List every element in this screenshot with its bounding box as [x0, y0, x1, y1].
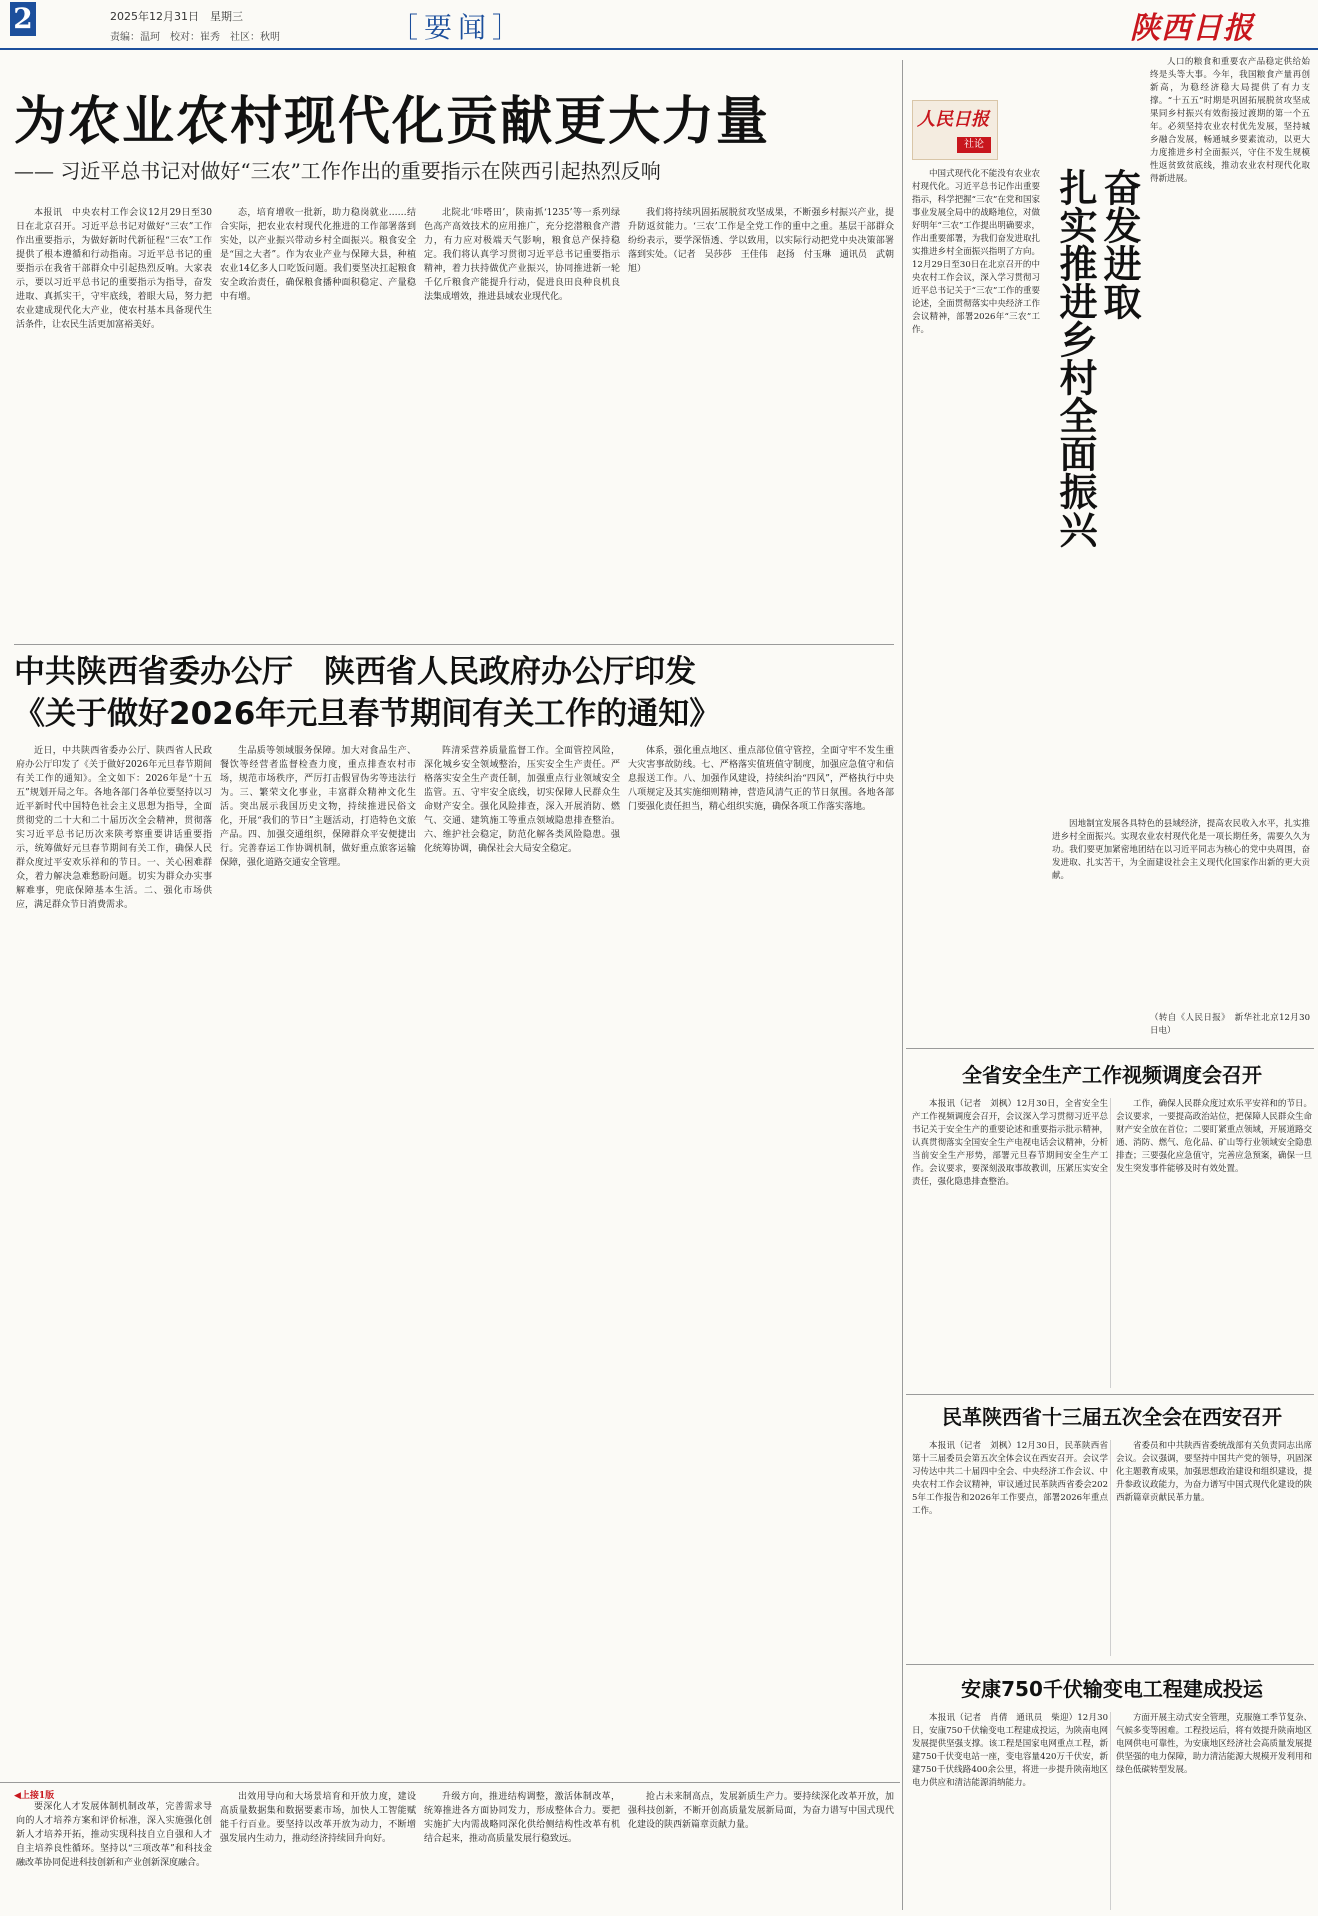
notice-headline-line1: 中共陕西省委办公厅 陕西省人民政府办公厅印发	[14, 654, 696, 690]
section-divider	[902, 60, 903, 1910]
safety-headline: 全省安全生产工作视频调度会召开	[962, 1063, 1262, 1087]
editorial-headline-1: 奋发进取	[1097, 168, 1141, 320]
minge-column-2: 省委员和中共陕西省委统战部有关负责同志出席会议。会议强调，要坚持中国共产党的领导，巩固深化主题教育成果，加强思想政治建设和组织建设，提升参政议政能力，为奋力谱写中国式现代化建设的陕西新篇章贡献民革力量。	[1116, 1441, 1312, 1503]
minge-headline: 民革陕西省十三届五次全会在西安召开	[942, 1405, 1282, 1429]
lead-column-1: 本报讯 中央农村工作会议12月29日至30日在北京召开。习近平总书记对做好“三农”工作作出重要指示，为做好新时代新征程“三农”工作提供了根本遵循和行动指南。习近平总书记的重要指示在我省干部群众中引起热烈反响。大家表示，要以习近平总书记的重要指示为指导，奋发进取、真抓实干，守牢底线，着眼大局，努力把农业建成现代化大产业，使农村基本具备现代生活条件，让农民生活更加富裕美好。	[16, 208, 212, 330]
editorial-tag: 社论	[957, 137, 991, 153]
ankang-gutter	[1110, 1712, 1111, 1910]
header-divider	[0, 48, 1318, 50]
lead-subtitle: —— 习近平总书记对做好“三农”工作作出的重要指示在陕西引起热烈反响	[14, 159, 661, 183]
safety-column-2: 工作，确保人民群众度过欢乐平安祥和的节日。会议要求，一要提高政治站位，把保障人民群众生命财产安全放在首位；二要盯紧重点领域，开展道路交通、消防、燃气、危化品、矿山等行业领域安全隐患排查；三要强化应急值守，完善应急预案，确保一旦发生突发事件能够及时有效处置。	[1116, 1099, 1312, 1174]
ankang-headline: 安康750千伏输变电工程建成投运	[961, 1677, 1263, 1701]
editorial-column-2: 人口的粮食和重要农产品稳定供给始终是头等大事。今年，我国粮食产量再创新高，为稳经济稳大局提供了有力支撑。“十五五”时期是巩固拓展脱贫攻坚成果同乡村振兴有效衔接过渡期的第一个五年。必须坚持农业农村优先发展，坚持城乡融合发展，畅通城乡要素流动，以更大力度推进乡村全面振兴，守住不发生规模性返贫致贫底线，推动农业农村现代化取得新进展。	[1150, 57, 1310, 184]
notice-headline-line2: 《关于做好2026年元旦春节期间有关工作的通知》	[14, 696, 721, 732]
minge-bottom-rule	[906, 1664, 1314, 1665]
ankang-column-2: 方面开展主动式安全管理，克服施工季节复杂、气候多变等困难。工程投运后，将有效提升陕南地区电网供电可靠性，为安康地区经济社会高质量发展提供坚强的电力保障，助力清洁能源大规模开发利用和绿色低碳转型发展。	[1116, 1713, 1312, 1775]
notice-bottom-rule	[0, 1782, 900, 1783]
minge-column-1: 本报讯（记者 刘枫）12月30日，民革陕西省第十三届委员会第五次全体会议在西安召开。会议学习传达中共二十届四中全会、中央经济工作会议、中央农村工作会议精神，审议通过民革陕西省委会2025年工作报告和2026年工作要点，部署2026年重点工作。	[912, 1441, 1108, 1516]
issue-date: 2025年12月31日 星期三	[110, 10, 243, 23]
editorial-headline-2: 扎实推进乡村全面振兴	[1053, 168, 1097, 548]
ankang-column-1: 本报讯（记者 肖倩 通讯员 柴迎）12月30日，安康750千伏输变电工程建成投运，为陕南电网发展提供坚强支撑。该工程是国家电网重点工程，新建750千伏变电站一座，变电容量420万千伏安，新建750千伏线路400余公里，将进一步提升陕南地区电力供应和清洁能源消纳能力。	[912, 1713, 1108, 1788]
safety-bottom-rule	[906, 1394, 1314, 1395]
jump-column-1: 要深化人才发展体制机制改革，完善需求导向的人才培养方案和评价标准，深入实施强化创新人才培养开拓，推动实现科技自立自强和人才自主培养良性循环。坚持以“三项改革”和科技金融改革协同促进科技创新和产业创新深度融合。	[16, 1802, 212, 1868]
jump-marker: ◀上接1版	[14, 1791, 55, 1801]
safety-column-1: 本报讯（记者 刘枫）12月30日，全省安全生产工作视频调度会召开，会议深入学习贯彻习近平总书记关于安全生产的重要论述和重要指示批示精神，认真贯彻落实全国安全生产电视电话会议精神，分析当前安全生产形势，部署元旦春节期间安全生产工作。会议要求，要深刻汲取事故教训，压紧压实安全责任，强化隐患排查整治。	[912, 1099, 1108, 1187]
editorial-logo-text: 人民日报	[917, 109, 989, 130]
editorial-credit: （转自《人民日报》 新华社北京12月30日电）	[1150, 1013, 1310, 1036]
lead-column-4: 我们将持续巩固拓展脱贫攻坚成果，不断强乡村振兴产业，提升防返贫能力。‘三农’工作是全党工作的重中之重。基层干部群众纷纷表示，要学深悟透、学以致用，以实际行动把党中央决策部署落到实处。（记者 吴莎莎 王佳伟 赵扬 付玉琳 通讯员 武朝旭）	[628, 208, 894, 274]
notice-column-1: 近日，中共陕西省委办公厅、陕西省人民政府办公厅印发了《关于做好2026年元旦春节期间有关工作的通知》。全文如下：2026年是“十五五”规划开局之年。各地各部门各单位要坚持以习近平新时代中国特色社会主义思想为指导，全面贯彻党的二十大和二十届历次全会精神，贯彻落实习近平总书记历次来陕考察重要讲话重要指示，统筹做好元旦春节期间有关工作，确保人民群众度过平安欢乐祥和的节日。一、关心困难群众，着力解决急难愁盼问题。切实为群众办实事解难事，兜底保障基本生活。二、强化市场供应，满足群众节日消费需求。	[16, 746, 212, 910]
lead-column-3: 北院北‘咔嗒田’，陕南抓‘1235’等一系列绿色高产高效技术的应用推广，充分挖潜粮食产潜力，有力应对极端天气影响，粮食总产保持稳定。我们将认真学习贯彻习近平总书记重要指示精神，着力扶持做优产业振兴，协同推进新一轮千亿斤粮食产能提升行动，促进良田良种良机良法集成增效，推进县域农业现代化。	[424, 208, 620, 302]
jump-column-4: 抢占未来制高点，发展新质生产力。要持续深化改革开放，加强科技创新，不断开创高质量发展新局面，为奋力谱写中国式现代化建设的陕西新篇章贡献力量。	[628, 1792, 894, 1830]
minge-gutter	[1110, 1440, 1111, 1656]
newspaper-logo: 陕西日报	[1130, 11, 1254, 46]
jump-column-2: 出效用导向和大场景培育和开放力度，建设高质量数据集和数据要素市场，加快人工智能赋能千行百业。要坚持以改革开放为动力，不断增强发展内生动力，推动经济持续回升向好。	[220, 1792, 416, 1844]
lead-column-2: 态，培育增收一批新，助力稳岗就业……结合实际，把农业农村现代化推进的工作部署落到实处，以产业振兴带动乡村全面振兴。粮食安全是“国之大者”。作为农业产业与保障大县，种植农业14亿多人口吃饭问题。我们要坚决扛起粮食安全政治责任，确保粮食播种面积稳定、产量稳中有增。	[220, 208, 416, 302]
jump-column-3: 升级方向，推进结构调整，激活体制改革，统筹推进各方面协同发力，形成整体合力。要把实施扩大内需战略同深化供给侧结构性改革有机结合起来，推动高质量发展行稳致远。	[424, 1792, 620, 1844]
notice-column-4: 体系，强化重点地区、重点部位值守管控，全面守牢不发生重大灾害事故防线。七、严格落实值班值守制度，加强应急值守和信息报送工作。八、加强作风建设，持续纠治“四风”，严格执行中央八项规定及其实施细则精神，营造风清气正的节日氛围。各地各部门要强化责任担当，精心组织实施，确保各项工作落实落地。	[628, 746, 894, 812]
section-title: ［要闻］	[390, 11, 527, 44]
lead-bottom-rule	[14, 644, 894, 645]
editorial-logo	[912, 100, 998, 160]
safety-gutter	[1110, 1098, 1111, 1388]
editorial-bottom-rule	[906, 1048, 1314, 1049]
editorial-column-3: 因地制宜发展各具特色的县域经济，提高农民收入水平，扎实推进乡村全面振兴。实现农业农村现代化是一项长期任务，需要久久为功。我们要更加紧密地团结在以习近平同志为核心的党中央周围，奋发进取、扎实苦干，为全面建设社会主义现代化国家作出新的更大贡献。	[1052, 819, 1310, 881]
editors-line: 责编：温珂 校对：崔秀 社区：秋明	[110, 32, 280, 43]
editorial-column-1: 中国式现代化不能没有农业农村现代化。习近平总书记作出重要指示，科学把握“三农”在党和国家事业发展全局中的战略地位，对做好明年“三农”工作提出明确要求，作出重要部署，为我们奋发进取扎实推进乡村全面振兴指明了方向。12月29日至30日在北京召开的中央农村工作会议，深入学习贯彻习近平总书记关于“三农”工作的重要论述，全面贯彻落实中央经济工作会议精神，部署2026年“三农”工作。	[912, 169, 1040, 335]
lead-headline: 为农业农村现代化贡献更大力量	[14, 92, 771, 152]
notice-column-2: 生品质等领域服务保障。加大对食品生产、餐饮等经营者监督检查力度，重点排查农村市场，规范市场秩序，严厉打击假冒伪劣等违法行为。三、繁荣文化事业，丰富群众精神文化生活。突出展示我国历史文物，持续推进民俗文化，开展“我们的节日”主题活动，打造特色文旅产品。四、加强交通组织，保障群众平安便捷出行。完善春运工作协调机制，做好重点旅客运输保障，强化道路交通安全管理。	[220, 746, 416, 868]
page-header	[0, 0, 1318, 50]
notice-column-3: 阵清采营养质量监督工作。全面管控风险，深化城乡安全领域整治，压实安全生产责任。严格落实安全生产责任制，加强重点行业领域安全监管。五、守牢安全底线，切实保障人民群众生命财产安全。强化风险排查，深入开展消防、燃气、交通、建筑施工等重点领域隐患排查整治。六、维护社会稳定，防范化解各类风险隐患。强化统筹协调，确保社会大局安全稳定。	[424, 746, 620, 854]
page-number: 2	[10, 2, 36, 36]
